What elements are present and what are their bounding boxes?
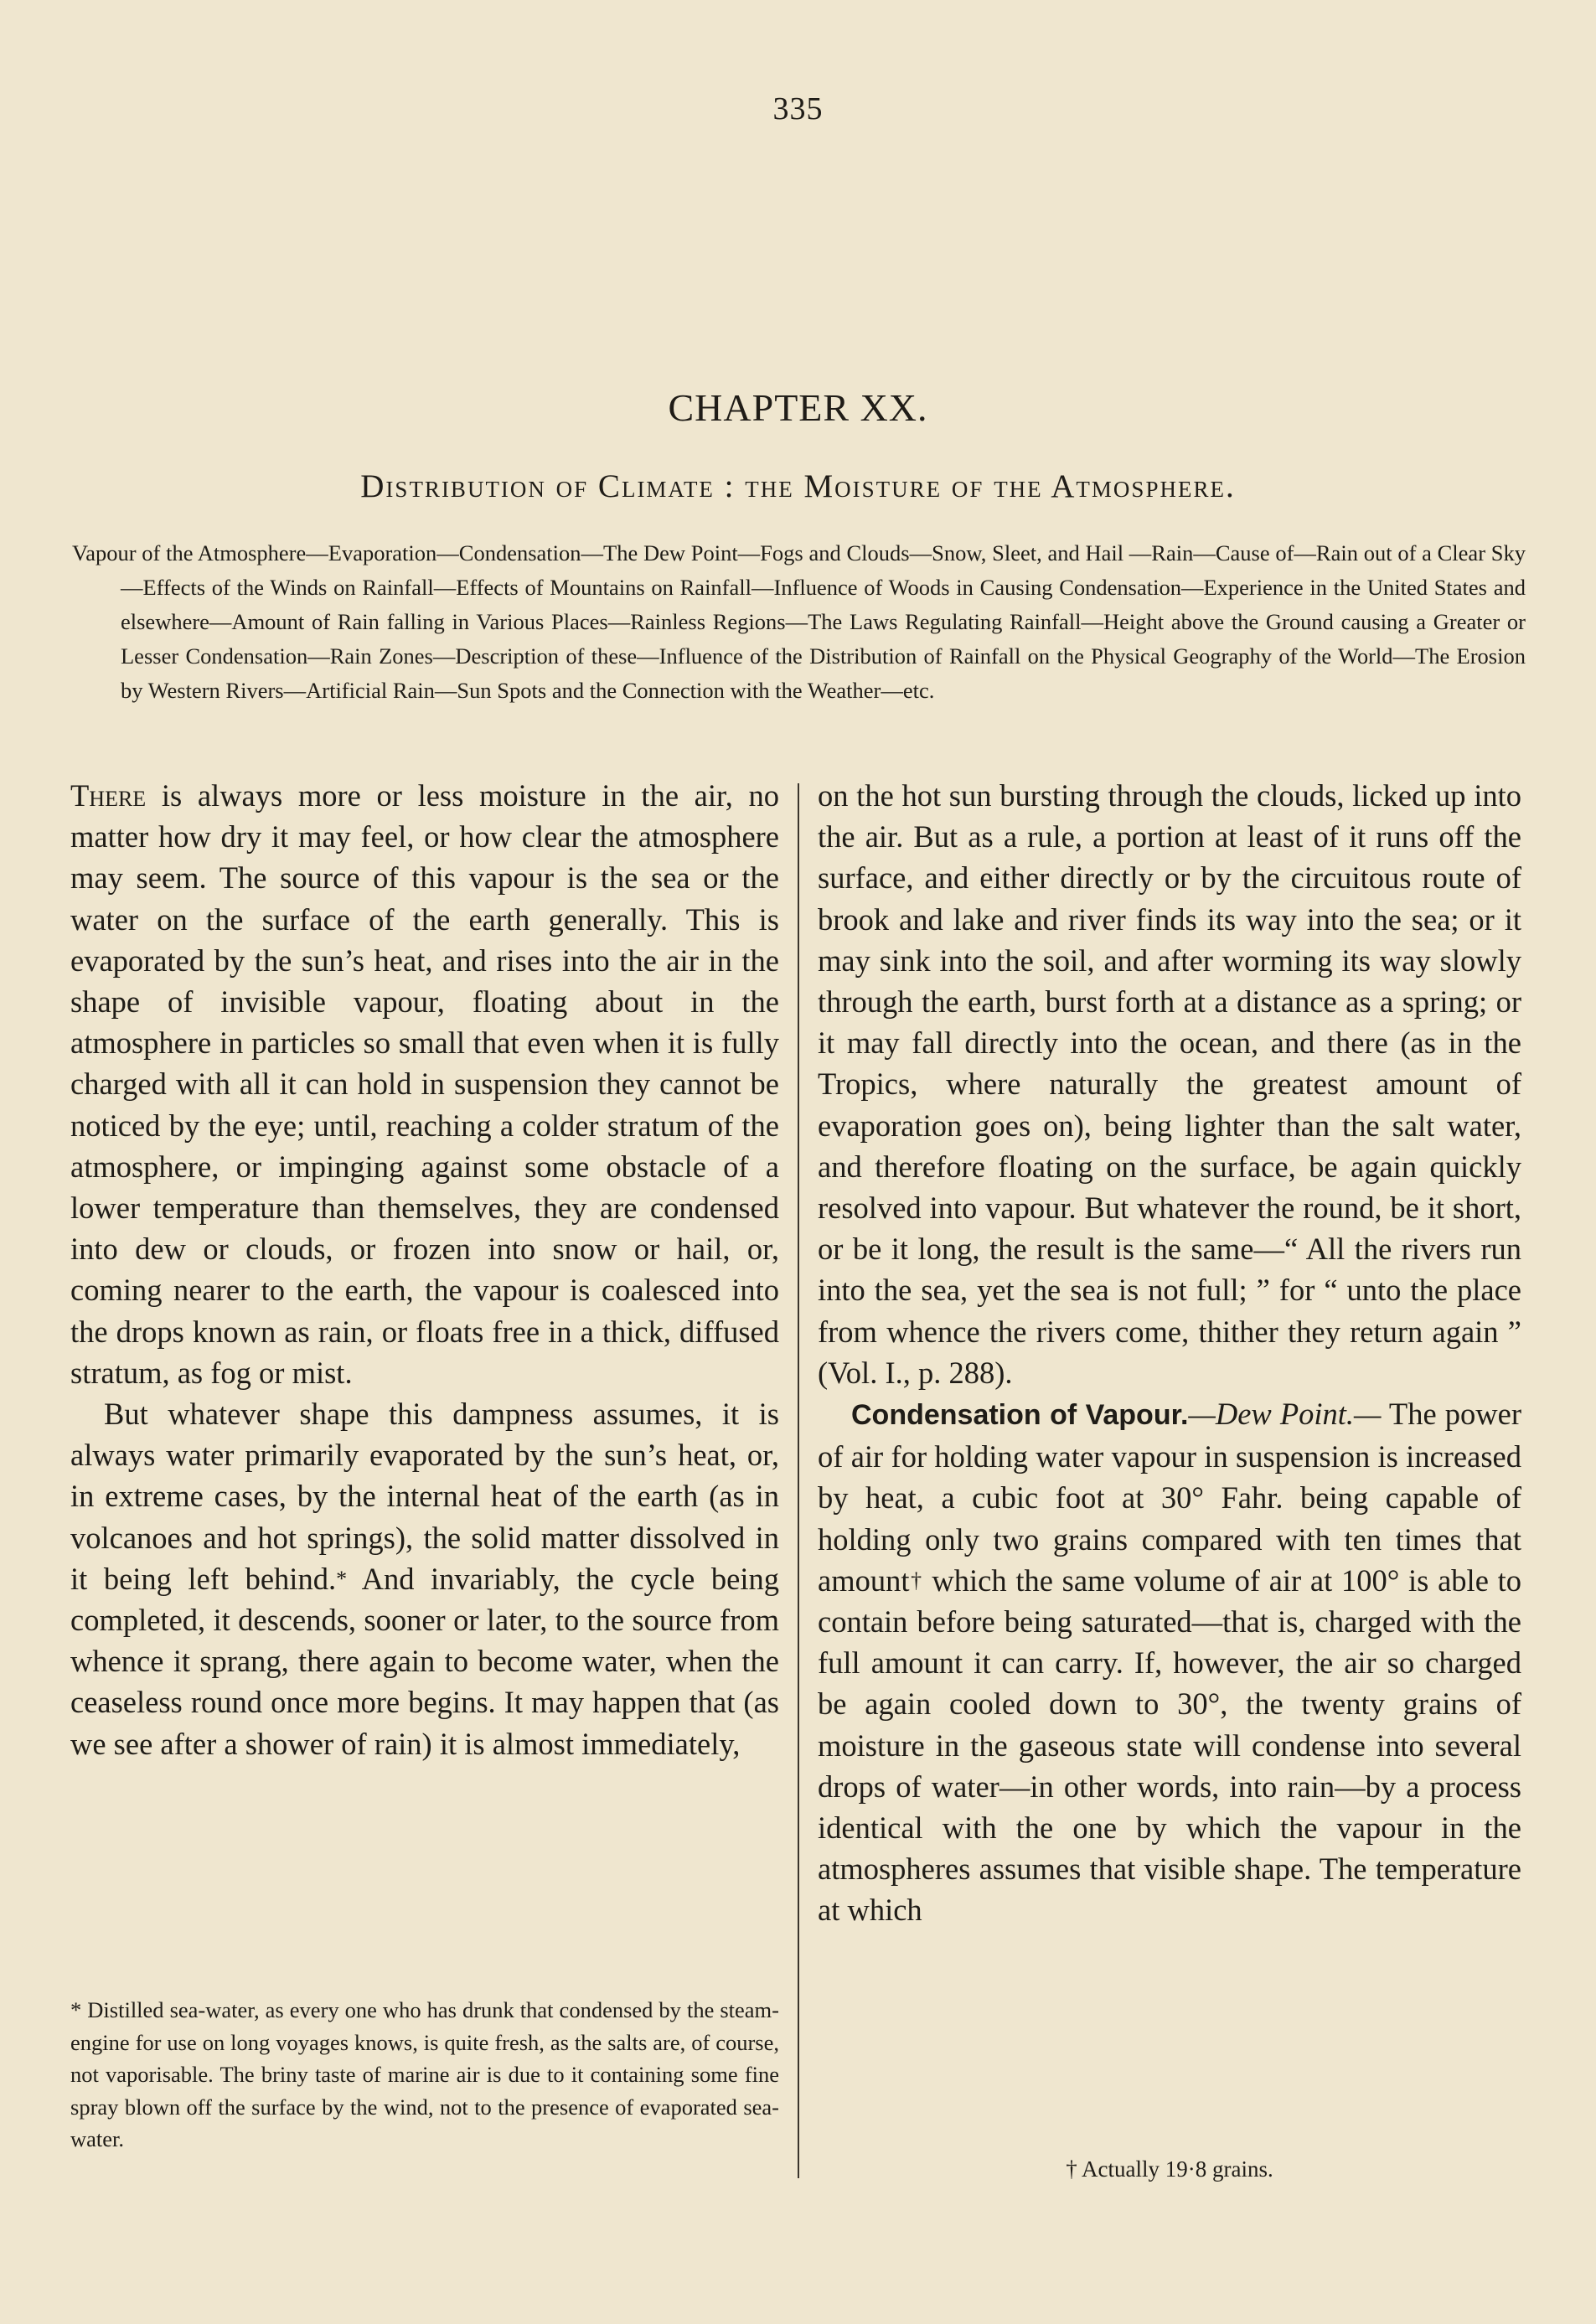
page-number: 335	[772, 91, 824, 127]
footnote-left: * Distilled sea-water, as every one who has drunk that condensed by the steam-engine for use on long voyages knows, is quite fresh, as the salts are, of course, not vaporisable. The briny taste of marine air is due to it containing some fine spray blown off the surface by the wind, not to the presence of evaporated sea-water.	[70, 1997, 779, 2151]
chapter-synopsis: Vapour of the Atmosphere—Evaporation—Condensation—The Dew Point—Fogs and Clouds—Snow, Sleet, and Hail —Rain—Cause of—Rain out of a Clear Sky—Effects of the Winds on Rainfall—Effects of Mountains on Rainfall—Influence of Woods in Causing Condensation—Experience in the United States and elsewhere—Amount of Rain falling in Various Places—Rainless Regions—The Laws Regulating Rainfall—Height above the Ground causing a Greater or Lesser Condensation—Rain Zones—Description of these—Influence of the Distribution of Rainfall on the Physical Geography of the World—The Erosion by Western Rivers—Artificial Rain—Sun Spots and the Connection with the Weather—etc.	[72, 540, 1526, 703]
left-paragraph-1-text: is always more or less moisture in the air, no matter how dry it may feel, or how clear the atmosphere may seem. The source of this vapour is the sea or the water on the surface of the earth generally. This is evaporated by the sun’s heat, and rises into the air in the shape of invisible vapour, floating about in the atmosphere in particles so small that even when it is fully charged with all it can hold in suspension they cannot be noticed by the eye; until, reaching a colder stratum of the atmosphere, or impinging against some obstacle of a lower temperature than themselves, they are condensed into dew or clouds, or frozen into snow or hail, or, coming nearer to the earth, the vapour is coalesced into the drops known as rain, or floats free in a thick, diffused stratum, as fog or mist.	[70, 778, 779, 1390]
right-paragraph-1: on the hot sun bursting through the clouds, licked up into the air. But as a rule, a portion at least of it runs off the surface, and either directly or by the circuitous route of brook and lake and river finds its way into the sea; or it may sink into the soil, and after worming its way slowly through the earth, burst forth at a distance as a spring; or it may fall directly into the ocean, and there (as in the Tropics, where naturally the greatest amount of evaporation goes on), being lighter than the salt water, and therefore floating on the surface, be again quickly resolved into vapour. But whatever the round, be it short, or be it long, the result is the same—“ All the rivers run into the sea, yet the sea is not full; ” for “ unto the place from whence the rivers come, thither they return again ” (Vol. I., p. 288).	[818, 778, 1521, 1390]
right-column	[818, 775, 1521, 1931]
section-heading: Condensation of Vapour.	[851, 1399, 1189, 1432]
left-paragraph-1	[70, 775, 779, 1393]
right-paragraph-2-text-b: which the same volume of air at 100° is able to contain before being saturated—that is, charged with the full amount it can carry. If, however, the air so charged be again cooled down to 30°, the twenty grains of moisture in the gaseous state will condense into several drops of water—in other words, into rain—by a process identical with the one by which the vapour in the atmospheres assumes that visible shape. The temperature at which	[818, 1562, 1522, 1928]
footnote-right: † Actually 19·8 grains.	[1066, 2156, 1273, 2182]
footnote-marker-dagger: †	[909, 1567, 923, 1593]
chapter-subtitle: Distribution of Climate : the Moisture of the Atmosphere.	[360, 468, 1236, 504]
chapter-title: CHAPTER XX.	[668, 386, 928, 429]
footnote-marker-asterisk: *	[336, 1566, 348, 1591]
section-subheading: —Dew Point.—	[1188, 1397, 1382, 1432]
left-paragraph-2-text-a: But whatever shape this dampness assumes, it is always water primarily evaporated by the sun’s heat, or, in extreme cases, by the internal heat of the earth (as in volcanoes and hot springs), the solid matter dissolved in it being left behind.	[70, 1397, 779, 1596]
left-paragraph-2-text-b: And invariably, the cycle being completed, it descends, sooner or later, to the source from whence it sprang, there again to become water, when the ceaseless round once more begins. It may happen that (as we see after a shower of rain) it is almost immediately,	[70, 1561, 779, 1761]
left-column	[70, 775, 779, 1764]
right-paragraph-2-text-a: The power of air for holding water vapour in suspension is increased by heat, a cubic foot at 30° Fahr. being capable of holding only two grains compared with ten times that amount	[818, 1397, 1521, 1598]
column-divider	[798, 783, 799, 2178]
lead-word: There	[70, 778, 147, 813]
left-paragraph-2	[70, 1393, 779, 1764]
right-paragraph-2	[818, 1393, 1521, 1931]
